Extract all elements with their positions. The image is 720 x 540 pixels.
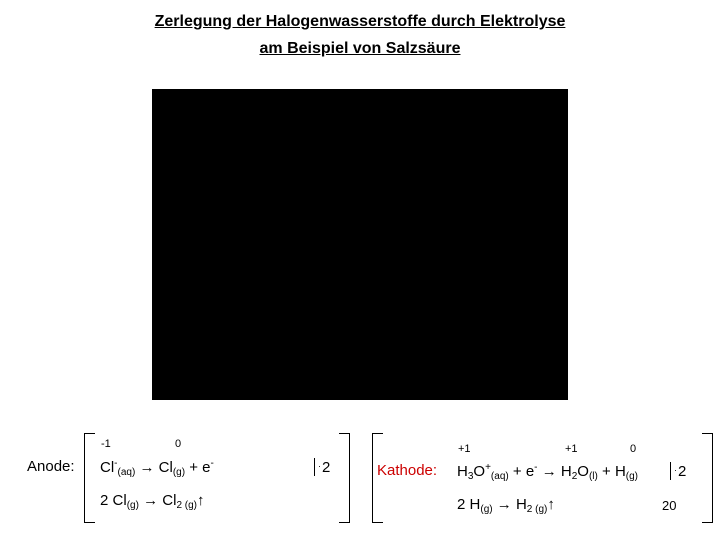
gas-arrow: ↑ [547, 496, 555, 513]
chloride-state: (aq) [117, 467, 136, 478]
hydronium-h: H [457, 463, 468, 480]
hydrogen-atom-symbol: H [469, 496, 481, 513]
plus-sign: + [602, 463, 611, 480]
electron-charge: - [210, 458, 214, 469]
electron-symbol: e [202, 459, 211, 476]
chlorine-molecule-index: 2 (g) [176, 500, 197, 511]
hydrogen-molecule-index: 2 (g) [526, 504, 548, 515]
anode-equation-1 [100, 458, 214, 478]
chlorine-atom-symbol: Cl [112, 492, 127, 509]
oxidation-number-chloride: -1 [101, 438, 111, 450]
image-placeholder [152, 89, 568, 400]
reaction-arrow: → [143, 492, 159, 509]
water-index: 2 [571, 471, 578, 482]
oxidation-number-water: +1 [565, 443, 578, 455]
oxidation-number-hydronium: +1 [458, 443, 471, 455]
chlorine-atom-state: (g) [126, 500, 139, 511]
title-line-2: am Beispiel von Salzsäure [259, 40, 461, 57]
reaction-arrow: → [139, 459, 155, 476]
water-o: O [577, 463, 589, 480]
anode-multiplier [314, 458, 330, 476]
oxidation-number-chlorine-atom: 0 [175, 438, 182, 450]
kathode-bracket-right [702, 433, 713, 523]
hydronium-index: 3 [467, 471, 474, 482]
plus-sign: + [189, 459, 198, 476]
water-h: H [560, 463, 572, 480]
kathode-equation-2 [457, 496, 555, 515]
hydronium-o: O [473, 463, 486, 480]
electron-charge: - [534, 462, 538, 473]
chloride-charge: - [114, 458, 118, 469]
title-line-1: Zerlegung der Halogenwasserstoffe durch Elektrolyse [154, 13, 566, 30]
coefficient: 2 [100, 492, 109, 509]
water-state: (l) [588, 471, 598, 482]
multiplier-dot: · [674, 465, 677, 475]
multiplier-bar [314, 458, 315, 476]
hydronium-charge: + [485, 462, 491, 473]
electron-symbol: e [525, 463, 535, 480]
kathode-label: Kathode: [377, 462, 438, 479]
chlorine-atom-state: (g) [172, 467, 186, 478]
hydronium-state: (aq) [490, 471, 509, 482]
hydrogen-atom-state: (g) [480, 504, 493, 515]
reaction-arrow: → [496, 496, 512, 513]
anode-equation-2 [100, 492, 205, 511]
hydrogen-atom-symbol: H [614, 463, 626, 480]
plus-sign: + [512, 463, 522, 480]
hydrogen-molecule-symbol: H [515, 496, 527, 513]
coefficient: 2 [457, 496, 466, 513]
kathode-multiplier [670, 462, 686, 480]
anode-bracket-right [339, 433, 350, 523]
chlorine-atom-symbol: Cl [158, 459, 173, 476]
page-number: 20 [662, 498, 677, 513]
multiplier-dot: · [318, 461, 321, 471]
gas-arrow: ↑ [197, 492, 205, 509]
anode-label: Anode: [27, 458, 75, 475]
anode-bracket-left [84, 433, 95, 523]
multiplier-bar [670, 462, 671, 480]
hydrogen-atom-state: (g) [625, 471, 639, 482]
reaction-arrow: → [541, 463, 557, 480]
kathode-equation-1 [457, 462, 638, 482]
chlorine-molecule-symbol: Cl [162, 492, 177, 509]
multiplier-value: 2 [678, 463, 687, 480]
oxidation-number-hydrogen-atom: 0 [630, 443, 637, 455]
chloride-symbol: Cl [100, 459, 115, 476]
multiplier-value: 2 [322, 459, 331, 476]
